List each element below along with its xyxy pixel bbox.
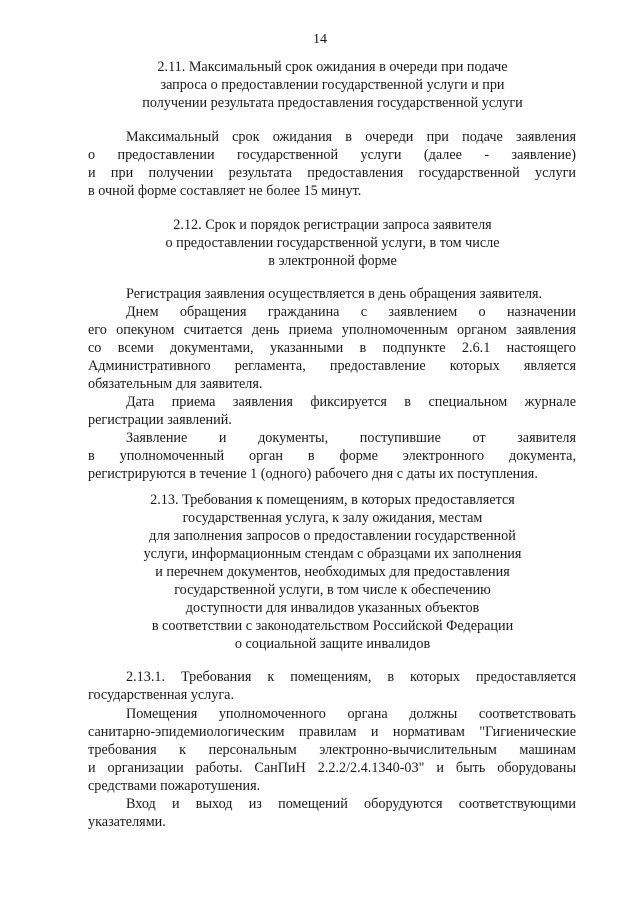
section-2-12-paragraph-4	[88, 429, 576, 483]
text-line: и организации работы. СанПиН 2.2.2/2.4.1340-03" и быть оборудованы	[88, 760, 576, 776]
heading-line: получении результата предоставления государственной услуги	[142, 95, 523, 111]
text-line: Дата приема заявления фиксируется в специальном журнале	[126, 394, 576, 410]
text-line: Заявление и документы, поступившие от заявителя	[126, 430, 576, 446]
text-line: регистрируются в течение 1 (одного) рабочего дня с даты их поступления.	[88, 466, 538, 482]
heading-line: 2.11. Максимальный срок ожидания в очереди при подаче	[157, 59, 508, 75]
text-line: средствами пожаротушения.	[88, 778, 261, 794]
section-2-13-heading	[80, 491, 585, 653]
text-line: со всеми документами, указанными в подпункте 2.6.1 настоящего	[88, 340, 576, 356]
heading-line: для заполнения запросов о предоставлении государственной	[149, 528, 516, 544]
text-line: требования к персональным электронно-вычислительным машинам	[88, 742, 576, 758]
heading-line: о предоставлении государственной услуги, в том числе	[165, 235, 500, 251]
heading-line: в электронной форме	[268, 253, 397, 269]
heading-line: о социальной защите инвалидов	[234, 636, 431, 652]
section-2-13-paragraph-3	[88, 795, 576, 831]
page-number: 14	[313, 32, 327, 47]
text-line: Регистрация заявления осуществляется в день обращения заявителя.	[126, 286, 543, 302]
heading-line: в соответствии с законодательством Российской Федерации	[151, 618, 514, 634]
text-line: регистрации заявлений.	[88, 412, 232, 428]
text-line: указателями.	[88, 814, 166, 830]
heading-line: запроса о предоставлении государственной услуги и при	[160, 77, 505, 93]
text-line: в очной форме составляет не более 15 минут.	[88, 183, 362, 199]
section-2-12-paragraph-3	[88, 393, 576, 429]
text-line: и при получении результата предоставления государственной услуги	[88, 165, 576, 181]
text-line: государственная услуга.	[88, 687, 235, 703]
heading-line: государственная услуга, к залу ожидания, местам	[182, 510, 483, 526]
text-line: Помещения уполномоченного органа должны соответствовать	[126, 706, 576, 722]
heading-line: государственной услуги, в том числе к обеспечению	[174, 582, 491, 598]
heading-line: 2.12. Срок и порядок регистрации запроса заявителя	[173, 217, 492, 233]
text-line: Административного регламента, предоставление которых является	[88, 358, 576, 374]
text-line: санитарно-эпидемиологическим правилам и нормативам "Гигиенические	[88, 724, 576, 740]
text-line: обязательным для заявителя.	[88, 376, 263, 392]
section-2-11-heading	[80, 58, 585, 112]
heading-line: и перечнем документов, необходимых для предоставления	[155, 564, 510, 580]
text-line: 2.13.1. Требования к помещениям, в которых предоставляется	[126, 669, 576, 685]
section-2-12-paragraph-1	[88, 285, 576, 303]
text-line: в уполномоченный орган в форме электронного документа,	[88, 448, 576, 464]
section-2-12-heading	[80, 216, 585, 270]
section-2-13-paragraph-1	[88, 668, 576, 704]
heading-line: услуги, информационным стендам с образцами их заполнения	[143, 546, 522, 562]
heading-line: 2.13. Требования к помещениям, в которых предоставляется	[150, 492, 515, 508]
section-2-13-paragraph-2	[88, 705, 576, 795]
text-line: Днем обращения гражданина с заявлением о назначении	[126, 304, 576, 320]
text-line: о предоставлении государственной услуги (далее - заявление)	[88, 147, 576, 163]
heading-line: доступности для инвалидов указанных объектов	[185, 600, 480, 616]
text-line: его опекуном считается день приема уполномоченным органом заявления	[88, 322, 576, 338]
text-line: Вход и выход из помещений оборудуются соответствующими	[126, 796, 576, 812]
section-2-11-paragraph	[88, 128, 576, 200]
section-2-12-paragraph-2	[88, 303, 576, 393]
text-line: Максимальный срок ожидания в очереди при подаче заявления	[126, 129, 576, 145]
